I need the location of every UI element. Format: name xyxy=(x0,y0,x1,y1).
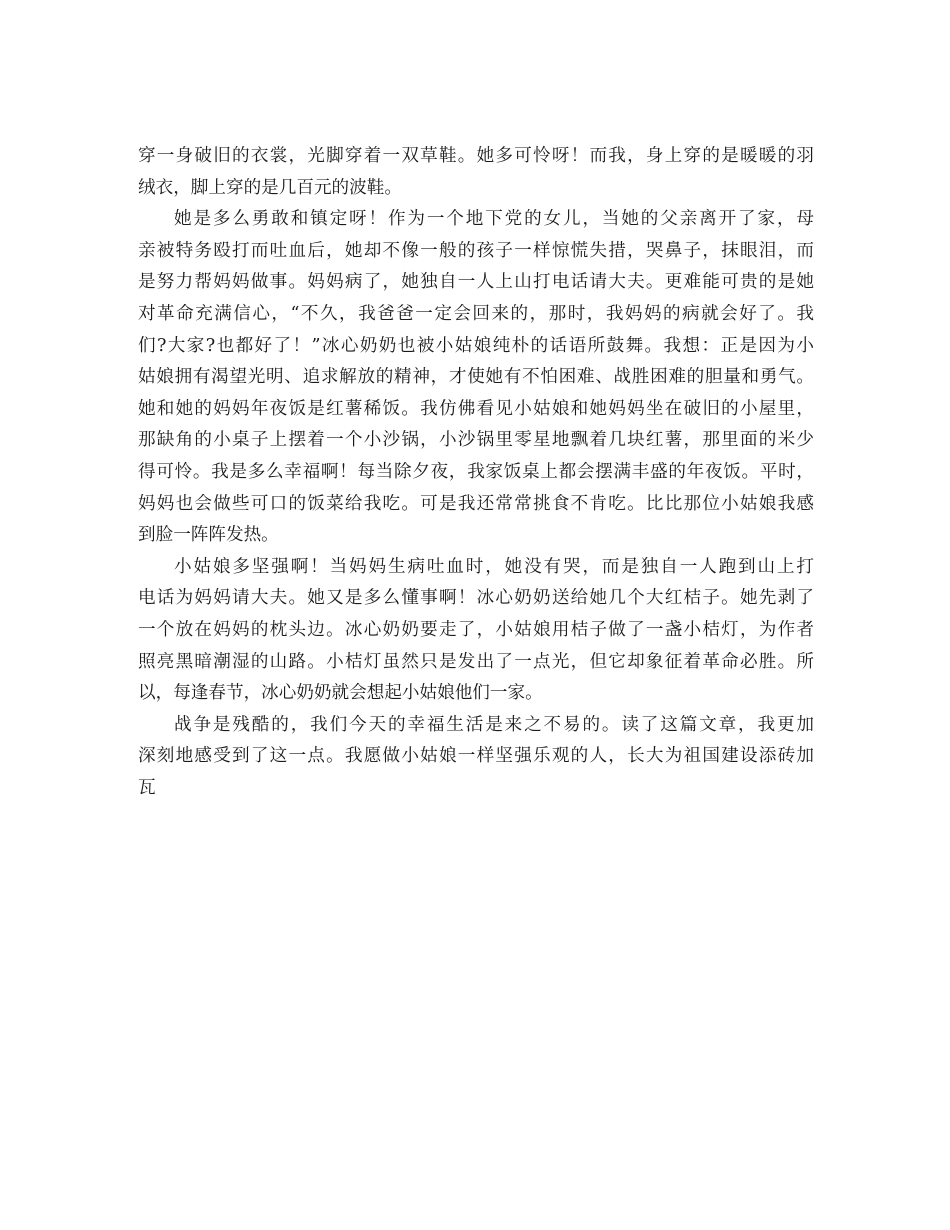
text-line: 到脸一阵阵发热。 xyxy=(138,525,279,546)
paragraph-3 xyxy=(138,552,814,710)
text-line: 她是多么勇敢和镇定呀！作为一个地下党的女儿，当她的父亲离开了家，母 xyxy=(174,209,814,230)
paragraph-2 xyxy=(138,204,814,552)
text-line: 妈妈也会做些可口的饭菜给我吃。可是我还常常挑食不肯吃。比比那位小姑娘我感 xyxy=(138,493,814,514)
paragraph-4 xyxy=(138,710,814,805)
text-line: 她和她的妈妈年夜饭是红薯稀饭。我仿佛看见小姑娘和她妈妈坐在破旧的小屋里， xyxy=(138,398,814,419)
text-line: 们?大家?也都好了！”冰心奶奶也被小姑娘纯朴的话语所鼓舞。我想：正是因为小 xyxy=(138,335,814,356)
text-line: 对革命充满信心，“不久，我爸爸一定会回来的，那时，我妈妈的病就会好了。我 xyxy=(138,303,814,324)
text-line: 照亮黑暗潮湿的山路。小桔灯虽然只是发出了一点光，但它却象征着革命必胜。所 xyxy=(138,651,814,672)
text-line: 战争是残酷的，我们今天的幸福生活是来之不易的。读了这篇文章，我更加 xyxy=(174,714,814,735)
text-line: 那缺角的小桌子上摆着一个小沙锅，小沙锅里零星地飘着几块红薯，那里面的米少 xyxy=(138,430,814,451)
text-line: 得可怜。我是多么幸福啊！每当除夕夜，我家饭桌上都会摆满丰盛的年夜饭。平时， xyxy=(138,461,814,482)
text-line: 绒衣，脚上穿的是几百元的波鞋。 xyxy=(138,177,402,198)
text-line: 瓦 xyxy=(138,777,156,798)
text-line: 姑娘拥有渴望光明、追求解放的精神，才使她有不怕困难、战胜困难的胆量和勇气。 xyxy=(138,367,814,388)
text-line: 亲被特务殴打而吐血后，她却不像一般的孩子一样惊慌失措，哭鼻子，抹眼泪，而 xyxy=(138,240,814,261)
text-line: 穿一身破旧的衣裳，光脚穿着一双草鞋。她多可怜呀！而我，身上穿的是暖暖的羽 xyxy=(138,146,814,166)
text-line: 一个放在妈妈的枕头边。冰心奶奶要走了，小姑娘用桔子做了一盏小桔灯，为作者 xyxy=(138,619,814,640)
text-line: 是努力帮妈妈做事。妈妈病了，她独自一人上山打电话请大夫。更难能可贵的是她 xyxy=(138,272,814,293)
text-line: 以，每逢春节，冰心奶奶就会想起小姑娘他们一家。 xyxy=(138,683,543,704)
paragraph-1 xyxy=(138,141,814,204)
text-line: 小姑娘多坚强啊！当妈妈生病吐血时，她没有哭，而是独自一人跑到山上打 xyxy=(174,556,814,577)
text-line: 电话为妈妈请大夫。她又是多么懂事啊！冰心奶奶送给她几个大红桔子。她先剥了 xyxy=(138,588,814,609)
text-line: 深刻地感受到了这一点。我愿做小姑娘一样坚强乐观的人，长大为祖国建设添砖加 xyxy=(138,746,814,767)
essay-body xyxy=(138,141,814,804)
